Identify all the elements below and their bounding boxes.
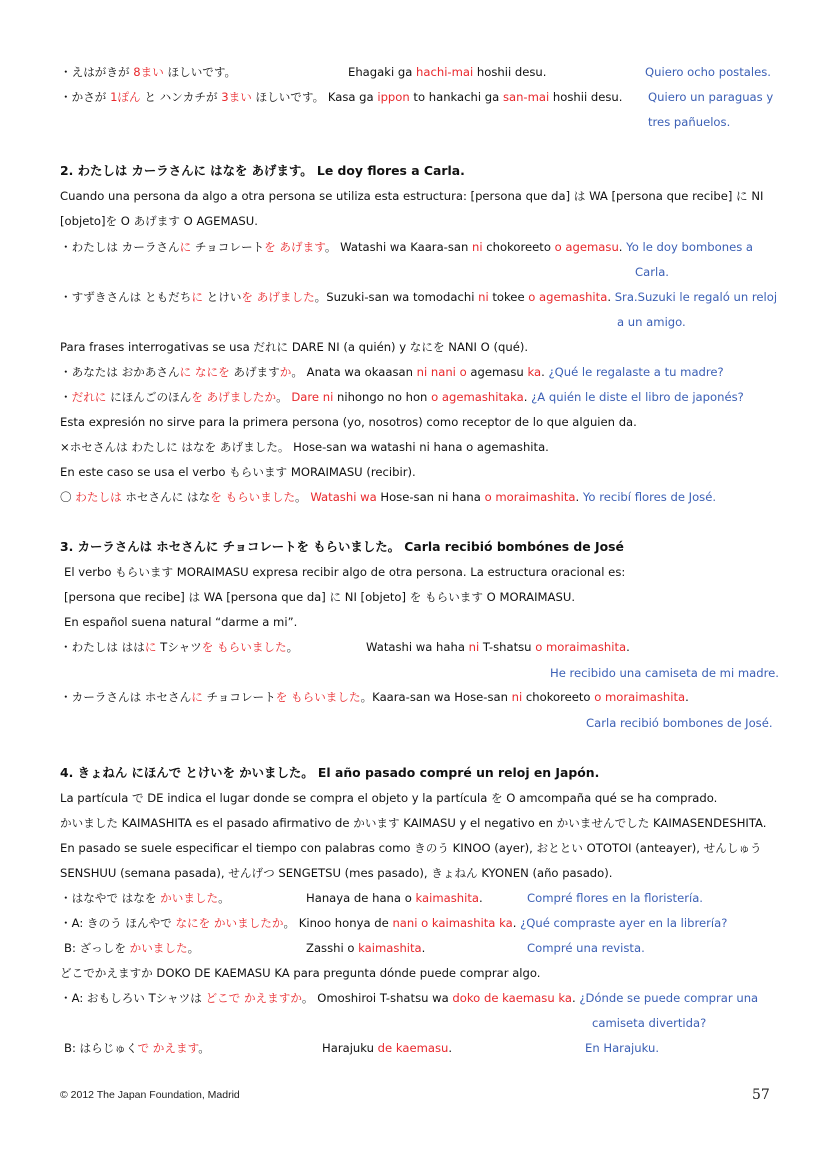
- page-number: 57: [752, 1087, 770, 1103]
- body-text: Para frases interrogativas se usa だれに DARE NI (a quién) y なにを NANI O (qué).: [60, 340, 529, 354]
- text-line: [60, 214, 258, 228]
- highlighted-text: に: [191, 690, 203, 704]
- body-text: チョコレート: [202, 690, 276, 704]
- highlighted-text: に なにを: [179, 365, 230, 379]
- translation-text: a un amigo.: [617, 315, 686, 329]
- body-text: チョコレート: [191, 240, 265, 254]
- body-text: Esta expresión no sirve para la primera persona (yo, nosotros) como receptor de lo que alguien da.: [60, 415, 637, 429]
- text-line: [64, 565, 625, 579]
- text-line: [60, 816, 766, 830]
- body-text: .: [575, 490, 583, 504]
- body-text: 。 Omoshiroi T-shatsu wa: [301, 991, 453, 1005]
- highlighted-text: san-mai: [502, 90, 550, 104]
- text-line: [348, 65, 546, 79]
- text-line: [60, 841, 762, 855]
- translation-text: Compré flores en la floristería.: [527, 891, 703, 905]
- text-line: [64, 615, 297, 629]
- text-line: [592, 1016, 706, 1030]
- body-text: 。Suzuki-san wa tomodachi: [314, 290, 479, 304]
- highlighted-text: に: [179, 240, 192, 254]
- translation-text: ¿A quién le diste el libro de japonés?: [531, 390, 744, 404]
- translation-text: Compré una revista.: [527, 941, 645, 955]
- highlighted-text: ni: [478, 290, 489, 304]
- highlighted-text: ippon: [377, 90, 410, 104]
- body-text: .: [571, 991, 580, 1005]
- translation-text: tres pañuelos.: [648, 115, 731, 129]
- body-text: かいました KAIMASHITA es el pasado afirmativo de かいます KAIMASU y el negativo en かいませんでした KAIMASENDESHITA.: [60, 816, 767, 830]
- body-text: Tシャツ: [156, 640, 202, 654]
- body-text: tokee: [488, 290, 529, 304]
- body-text: ・すずきさんは ともだち: [60, 290, 192, 304]
- body-text: ほしいです。: [163, 65, 237, 79]
- translation-text: ¿Dónde se puede comprar una: [579, 991, 759, 1005]
- body-text: 。 Kinoo honya de: [283, 916, 393, 930]
- body-text: とけい: [202, 290, 242, 304]
- body-text: En español suena natural “darme a mi”.: [64, 615, 298, 629]
- body-text: 。: [295, 490, 311, 504]
- highlighted-text: Dare ni: [291, 390, 334, 404]
- highlighted-text: わたしは: [75, 490, 122, 504]
- body-text: T-shatsu: [479, 640, 536, 654]
- highlighted-text: Watashi wa: [310, 490, 377, 504]
- body-text: ・: [60, 390, 72, 404]
- translation-text: He recibido una camiseta de mi madre.: [550, 666, 779, 680]
- highlighted-text: o moraimashita: [535, 640, 627, 654]
- body-text: La partícula で DE indica el lugar donde se compra el objeto y la partícula を O amcompaña qué se ha comprado.: [60, 791, 718, 805]
- highlighted-text: を あげます: [264, 240, 325, 254]
- highlighted-text: に: [144, 640, 157, 654]
- body-text: 。 Watashi wa Kaara-san: [324, 240, 473, 254]
- body-text: ほしいです。 Kasa ga: [251, 90, 378, 104]
- translation-text: ¿Qué compraste ayer en la librería?: [520, 916, 728, 930]
- text-line: [60, 791, 717, 805]
- text-line: [527, 941, 645, 955]
- highlighted-text: かいました: [129, 941, 188, 955]
- body-text: ・あなたは おかあさん: [60, 365, 180, 379]
- body-text: .: [512, 916, 521, 930]
- body-text: .: [421, 941, 426, 955]
- highlighted-text: に: [191, 290, 203, 304]
- highlighted-text: ni: [511, 690, 523, 704]
- body-text: 。Kaara-san wa Hose-san: [360, 690, 512, 704]
- body-text: 。: [218, 891, 230, 905]
- highlighted-text: doko de kaemasu ka: [452, 991, 572, 1005]
- translation-text: Yo recibí flores de José.: [582, 490, 717, 504]
- highlighted-text: ni nani o: [416, 365, 467, 379]
- body-text: ・はなやで はなを: [60, 891, 161, 905]
- translation-text: En Harajuku.: [585, 1041, 660, 1055]
- text-line: [60, 690, 689, 704]
- body-text: .: [607, 290, 615, 304]
- body-text: .: [448, 1041, 453, 1055]
- body-text: [persona que recibe] は WA [persona que da] に NI [objeto] を もらいます O MORAIMASU.: [64, 590, 576, 604]
- highlighted-text: de kaemasu: [377, 1041, 449, 1055]
- body-text: 。: [276, 390, 292, 404]
- section-heading: [60, 540, 624, 554]
- body-text: Watashi wa haha: [366, 640, 469, 654]
- highlighted-text: だれに: [71, 390, 107, 404]
- body-text: にほんごのほん: [106, 390, 192, 404]
- translation-text: Sra.Suzuki le regaló un reloj: [614, 290, 778, 304]
- text-line: [586, 716, 773, 730]
- highlighted-text: ni: [468, 640, 480, 654]
- body-text: .: [478, 891, 483, 905]
- body-text: to hankachi ga: [409, 90, 503, 104]
- body-text: B: ざっしを: [64, 941, 130, 955]
- body-text: nihongo no hon: [333, 390, 432, 404]
- translation-text: ¿Qué le regalaste a tu madre?: [548, 365, 724, 379]
- body-text: .: [685, 690, 689, 704]
- text-line: [60, 916, 727, 930]
- translation-text: Carla.: [635, 265, 669, 279]
- text-line: [306, 891, 483, 905]
- highlighted-text: 8まい: [133, 65, 164, 79]
- body-text: agemasu: [466, 365, 528, 379]
- highlighted-text: かいました: [160, 891, 219, 905]
- highlighted-text: どこで かえますか: [205, 991, 302, 1005]
- text-line: [60, 440, 549, 454]
- text-line: [60, 240, 753, 254]
- highlighted-text: で かえます: [137, 1041, 199, 1055]
- text-line: [60, 991, 758, 1005]
- body-text: Hanaya de hana o: [306, 891, 416, 905]
- copyright-footer: © 2012 The Japan Foundation, Madrid: [60, 1089, 240, 1101]
- body-text: 〇: [60, 490, 76, 504]
- highlighted-text: ka: [527, 365, 542, 379]
- translation-text: Carla recibió bombones de José.: [586, 716, 773, 730]
- highlighted-text: を あげました: [241, 290, 315, 304]
- body-text: En pasado se suele especificar el tiempo con palabras como きのう KINOO (ayer), おととい OTOTOI (anteayer), せんしゅう: [60, 841, 762, 855]
- body-text: hoshii desu.: [549, 90, 623, 104]
- highlighted-text: 1ぽん: [110, 90, 141, 104]
- text-line: [645, 65, 771, 79]
- body-text: と ハンカチが: [140, 90, 222, 104]
- highlighted-text: kaimashita: [415, 891, 479, 905]
- body-text: 4. きょねん にほんで とけいを かいました。 El año pasado compré un reloj en Japón.: [60, 765, 600, 780]
- text-line: [550, 666, 779, 680]
- body-text: El verbo もらいます MORAIMASU expresa recibir algo de otra persona. La estructura oracional es:: [64, 565, 626, 579]
- body-text: chokoreeto: [482, 240, 555, 254]
- body-text: あげます: [229, 365, 280, 379]
- body-text: 2. わたしは カーラさんに はなを あげます。 Le doy flores a Carla.: [60, 163, 465, 178]
- translation-text: Quiero ocho postales.: [645, 65, 771, 79]
- text-line: [60, 415, 637, 429]
- text-line: [60, 290, 777, 304]
- text-line: [60, 340, 528, 354]
- highlighted-text: なにを かいましたか: [175, 916, 284, 930]
- highlighted-text: kaimashita: [358, 941, 422, 955]
- text-line: [322, 1041, 452, 1055]
- highlighted-text: hachi-mai: [416, 65, 474, 79]
- text-line: [527, 891, 703, 905]
- body-text: ホセさんに はな: [121, 490, 211, 504]
- highlighted-text: 3まい: [221, 90, 252, 104]
- text-line: [60, 490, 716, 504]
- body-text: ・カーラさんは ホセさん: [60, 690, 192, 704]
- body-text: 。: [187, 941, 200, 955]
- text-line: [60, 891, 230, 905]
- highlighted-text: o agemasu: [554, 240, 619, 254]
- text-line: [617, 315, 686, 329]
- body-text: 3. カーラさんは ホセさんに チョコレートを もらいました。 Carla recibió bombónes de José: [60, 539, 624, 554]
- body-text: ・えはがきが: [60, 65, 134, 79]
- highlighted-text: o moraimashita: [594, 690, 686, 704]
- body-text: ×ホセさんは わたしに はなを あげました。 Hose-san wa watashi ni hana o agemashita.: [60, 440, 549, 454]
- text-line: [60, 640, 298, 654]
- translation-text: camiseta divertida?: [592, 1016, 707, 1030]
- body-text: ・A: きのう ほんやで: [60, 916, 176, 930]
- text-line: [64, 941, 199, 955]
- text-line: [648, 90, 773, 104]
- highlighted-text: ni: [472, 240, 483, 254]
- body-text: Cuando una persona da algo a otra persona se utiliza esta estructura: [persona que da] は WA [persona que recibe] に NI: [60, 189, 764, 203]
- body-text: .: [626, 640, 630, 654]
- text-line: [60, 465, 416, 479]
- section-heading: [60, 766, 599, 780]
- highlighted-text: を あげましたか: [191, 390, 277, 404]
- text-line: [306, 941, 425, 955]
- body-text: ・かさが: [60, 90, 111, 104]
- body-text: 。: [286, 640, 299, 654]
- body-text: .: [618, 240, 627, 254]
- body-text: B: はらじゅく: [64, 1041, 138, 1055]
- body-text: SENSHUU (semana pasada), せんげつ SENGETSU (mes pasado), きょねん KYONEN (año pasado).: [60, 866, 613, 880]
- body-text: ・わたしは カーラさん: [60, 240, 180, 254]
- section-heading: [60, 164, 465, 178]
- body-text: 。: [198, 1041, 210, 1055]
- body-text: Hose-san ni hana: [376, 490, 485, 504]
- text-line: [60, 966, 540, 980]
- text-line: [366, 640, 630, 654]
- body-text: hoshii desu.: [473, 65, 547, 79]
- highlighted-text: か: [279, 365, 292, 379]
- body-text: ・A: おもしろい Tシャツは: [60, 991, 206, 1005]
- text-line: [60, 390, 744, 404]
- body-text: どこでかえますか DOKO DE KAEMASU KA para pregunta dónde puede comprar algo.: [60, 966, 541, 980]
- text-line: [60, 866, 612, 880]
- highlighted-text: を もらいました: [275, 690, 361, 704]
- highlighted-text: を もらいました: [201, 640, 287, 654]
- body-text: Ehagaki ga: [348, 65, 417, 79]
- text-line: [585, 1041, 659, 1055]
- body-text: Harajuku: [322, 1041, 378, 1055]
- text-line: [60, 90, 622, 104]
- highlighted-text: o moraimashita: [484, 490, 576, 504]
- body-text: ・わたしは はは: [60, 640, 145, 654]
- text-line: [60, 365, 724, 379]
- text-line: [635, 265, 669, 279]
- highlighted-text: o agemashitaka: [431, 390, 524, 404]
- translation-text: Yo le doy bombones a: [626, 240, 754, 254]
- text-line: [60, 65, 236, 79]
- text-line: [648, 115, 730, 129]
- highlighted-text: nani o kaimashita ka: [392, 916, 513, 930]
- highlighted-text: o agemashita: [528, 290, 608, 304]
- body-text: .: [541, 365, 549, 379]
- translation-text: Quiero un paraguas y: [648, 90, 774, 104]
- text-line: [64, 590, 575, 604]
- body-text: 。 Anata wa okaasan: [291, 365, 417, 379]
- text-line: [64, 1041, 210, 1055]
- body-text: [objeto]を O あげます O AGEMASU.: [60, 214, 258, 228]
- body-text: chokoreeto: [522, 690, 595, 704]
- body-text: .: [523, 390, 532, 404]
- body-text: En este caso se usa el verbo もらいます MORAIMASU (recibir).: [60, 465, 416, 479]
- text-line: [60, 189, 763, 203]
- body-text: Zasshi o: [306, 941, 359, 955]
- highlighted-text: を もらいました: [210, 490, 296, 504]
